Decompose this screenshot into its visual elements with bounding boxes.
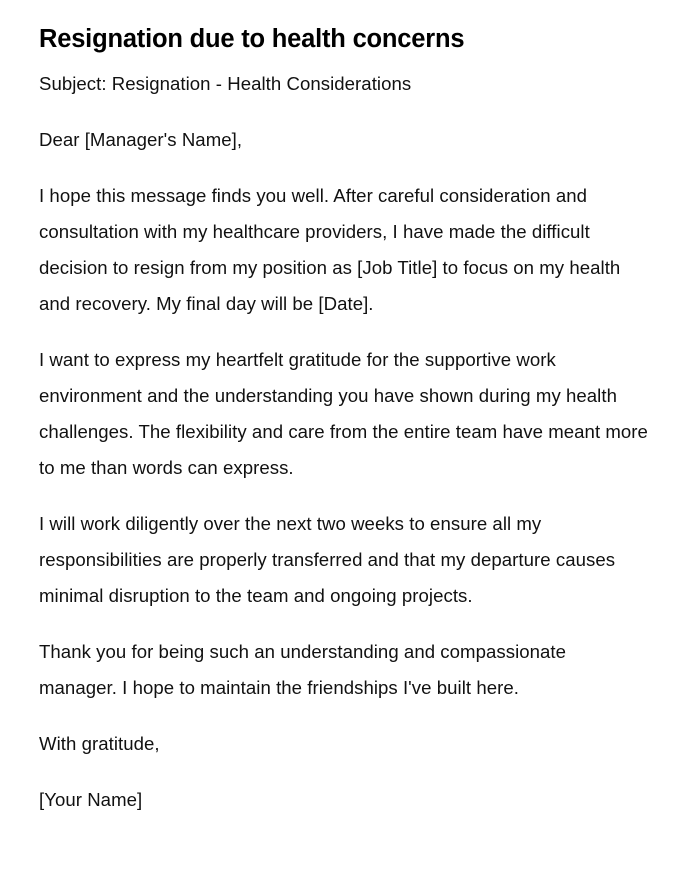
signature-line: [Your Name] (39, 789, 143, 810)
body-paragraph-1: I hope this message finds you well. After careful consideration and consultation with my healthcare providers, I have made the difficult decision to resign from my position as [Job Title] to focus on my health and recovery. My final day will be [Date]. (39, 185, 621, 314)
letter-body (39, 66, 660, 818)
subject-line: Subject: Resignation - Health Considerations (39, 73, 412, 94)
page-title: Resignation due to health concerns (39, 25, 465, 53)
body-paragraph-4: Thank you for being such an understanding and compassionate manager. I hope to maintain the friendships I've built here. (39, 641, 567, 698)
salutation: Dear [Manager's Name], (39, 129, 243, 150)
body-paragraph-2: I want to express my heartfelt gratitude for the supportive work environment and the understanding you have shown during my health challenges. The flexibility and care from the entire team have meant more to me than words can express. (39, 349, 648, 478)
closing-line: With gratitude, (39, 733, 160, 754)
body-paragraph-3: I will work diligently over the next two weeks to ensure all my responsibilities are properly transferred and that my departure causes minimal disruption to the team and ongoing projects. (39, 513, 616, 606)
